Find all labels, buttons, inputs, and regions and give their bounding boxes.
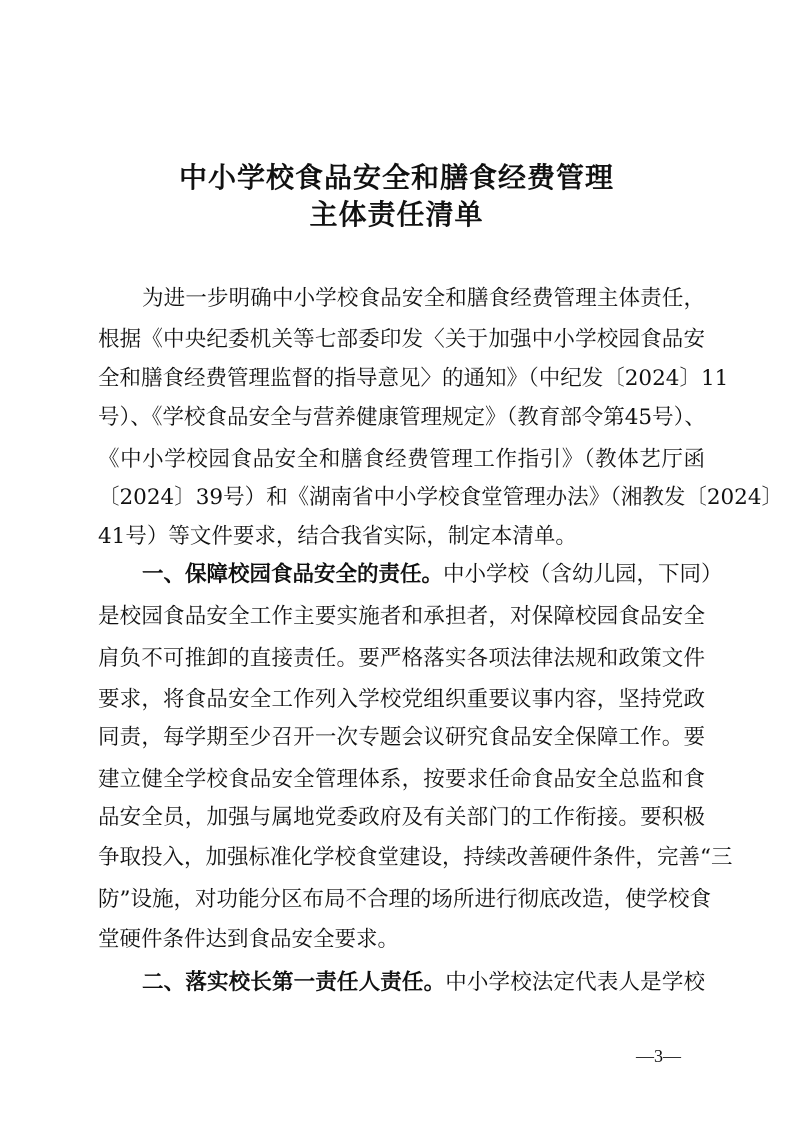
section1-line: 堂硬件条件达到食品安全要求。	[98, 927, 400, 952]
section2-text: 中小学校法定代表人是学校	[445, 970, 705, 995]
section1-first-line	[142, 561, 723, 589]
intro-line: 号）、《学校食品安全与营养健康管理规定》（教育部令第45号）、	[98, 405, 706, 430]
section1-line: 同责，每学期至少召开一次专题会议研究食品安全保障工作。要	[98, 725, 705, 750]
intro-line: 全和膳食经费管理监督的指导意见〉的通知》（中纪发〔2024〕11	[98, 366, 729, 391]
intro-line: 〔2024〕39号）和《湖南省中小学校食堂管理办法》（湘教发〔2024〕	[98, 485, 784, 510]
section1-line: 建立健全学校食品安全管理体系，按要求任命食品安全总监和食	[98, 767, 705, 792]
document-title-line-1: 中小学校食品安全和膳食经费管理	[178, 161, 614, 194]
section2-first-line	[142, 969, 705, 997]
document-title-line-2: 主体责任清单	[309, 198, 484, 231]
section1-text: 中小学校（含幼儿园，下同）	[443, 562, 723, 587]
section1-line: 争取投入，加强标准化学校食堂建设，持续改善硬件条件，完善“三	[98, 845, 733, 870]
intro-line: 41号）等文件要求，结合我省实际，制定本清单。	[98, 524, 577, 549]
section1-line: 是校园食品安全工作主要实施者和承担者，对保障校园食品安全	[98, 604, 705, 629]
section1-line: 肩负不可推卸的直接责任。要严格落实各项法律法规和政策文件	[98, 646, 705, 671]
section1-line: 防”设施，对功能分区布局不合理的场所进行彻底改造，使学校食	[98, 887, 711, 912]
section1-line: 品安全员，加强与属地党委政府及有关部门的工作衔接。要积极	[98, 805, 705, 830]
intro-line: 根据《中央纪委机关等七部委印发〈关于加强中小学校园食品安	[98, 327, 705, 352]
section2-heading: 二、落实校长第一责任人责任。	[142, 970, 446, 995]
intro-line: 为进一步明确中小学校食品安全和膳食经费管理主体责任，	[142, 286, 705, 311]
page-number: —3—	[636, 1046, 681, 1066]
section1-line: 要求，将食品安全工作列入学校党组织重要议事内容，坚持党政	[98, 687, 705, 712]
section1-heading: 一、保障校园食品安全的责任。	[142, 562, 444, 587]
intro-line: 《中小学校园食品安全和膳食经费管理工作指引》（教体艺厅函	[98, 447, 705, 472]
